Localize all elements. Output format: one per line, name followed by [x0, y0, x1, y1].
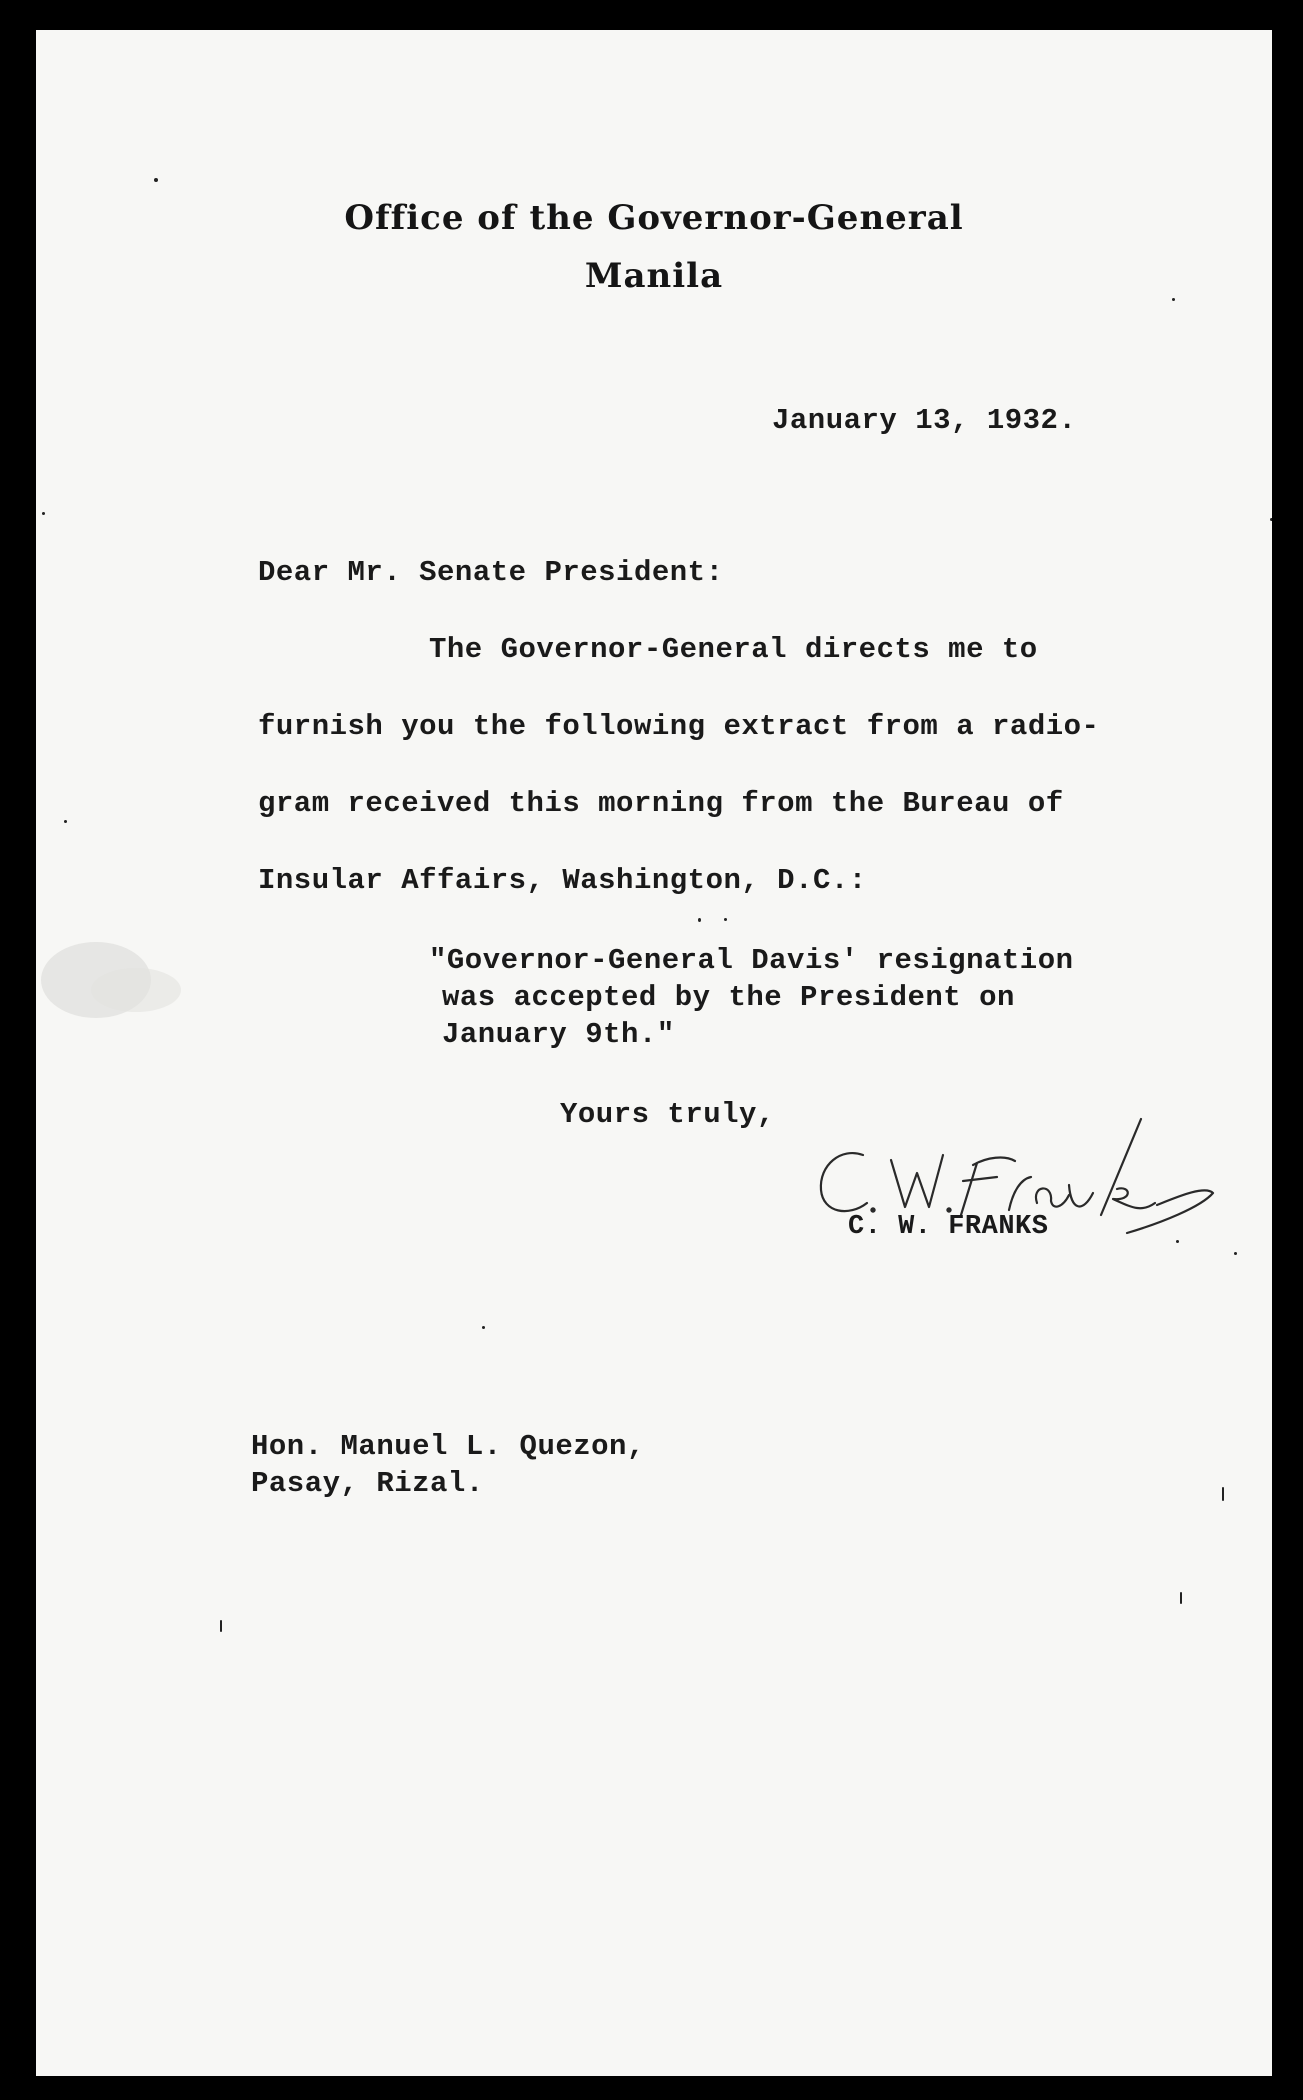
paper-speck: [64, 820, 67, 823]
paper-speck: [1234, 1252, 1237, 1255]
paper-speck: [1270, 518, 1272, 521]
recipient-line: Hon. Manuel L. Quezon,: [251, 1430, 645, 1463]
quote-line: January 9th.": [442, 1018, 675, 1051]
closing: Yours truly,: [560, 1098, 775, 1131]
paper-speck: [154, 178, 158, 182]
paper-speck: [1222, 1487, 1224, 1501]
paper-stain: [36, 920, 226, 1040]
body-line: furnish you the following extract from a radio-: [258, 710, 1100, 743]
body-line: The Governor-General directs me to: [429, 633, 1038, 666]
paper-speck: [482, 1326, 485, 1329]
quote-line: "Governor-General Davis' resignation: [429, 944, 1074, 977]
letterhead-office: Office of the Governor-General: [344, 198, 964, 238]
paper-speck: [220, 1620, 222, 1632]
body-line: gram received this morning from the Bureau of: [258, 787, 1064, 820]
signer-name: C. W. FRANKS: [848, 1212, 1049, 1242]
recipient-line: Pasay, Rizal.: [251, 1467, 484, 1500]
letterhead-city: Manila: [584, 256, 724, 296]
quote-line: was accepted by the President on: [442, 981, 1015, 1014]
paper-speck: [1176, 1240, 1179, 1243]
body-line: Insular Affairs, Washington, D.C.:: [258, 864, 867, 897]
paper-speck: [1172, 298, 1175, 301]
paper-speck: [1180, 1592, 1182, 1604]
paper-speck: [698, 918, 701, 922]
paper-speck: [724, 918, 727, 921]
letter-date: January 13, 1932.: [772, 404, 1077, 437]
salutation: Dear Mr. Senate President:: [258, 556, 724, 589]
letter-page: [36, 30, 1272, 2076]
paper-speck: [42, 512, 45, 515]
